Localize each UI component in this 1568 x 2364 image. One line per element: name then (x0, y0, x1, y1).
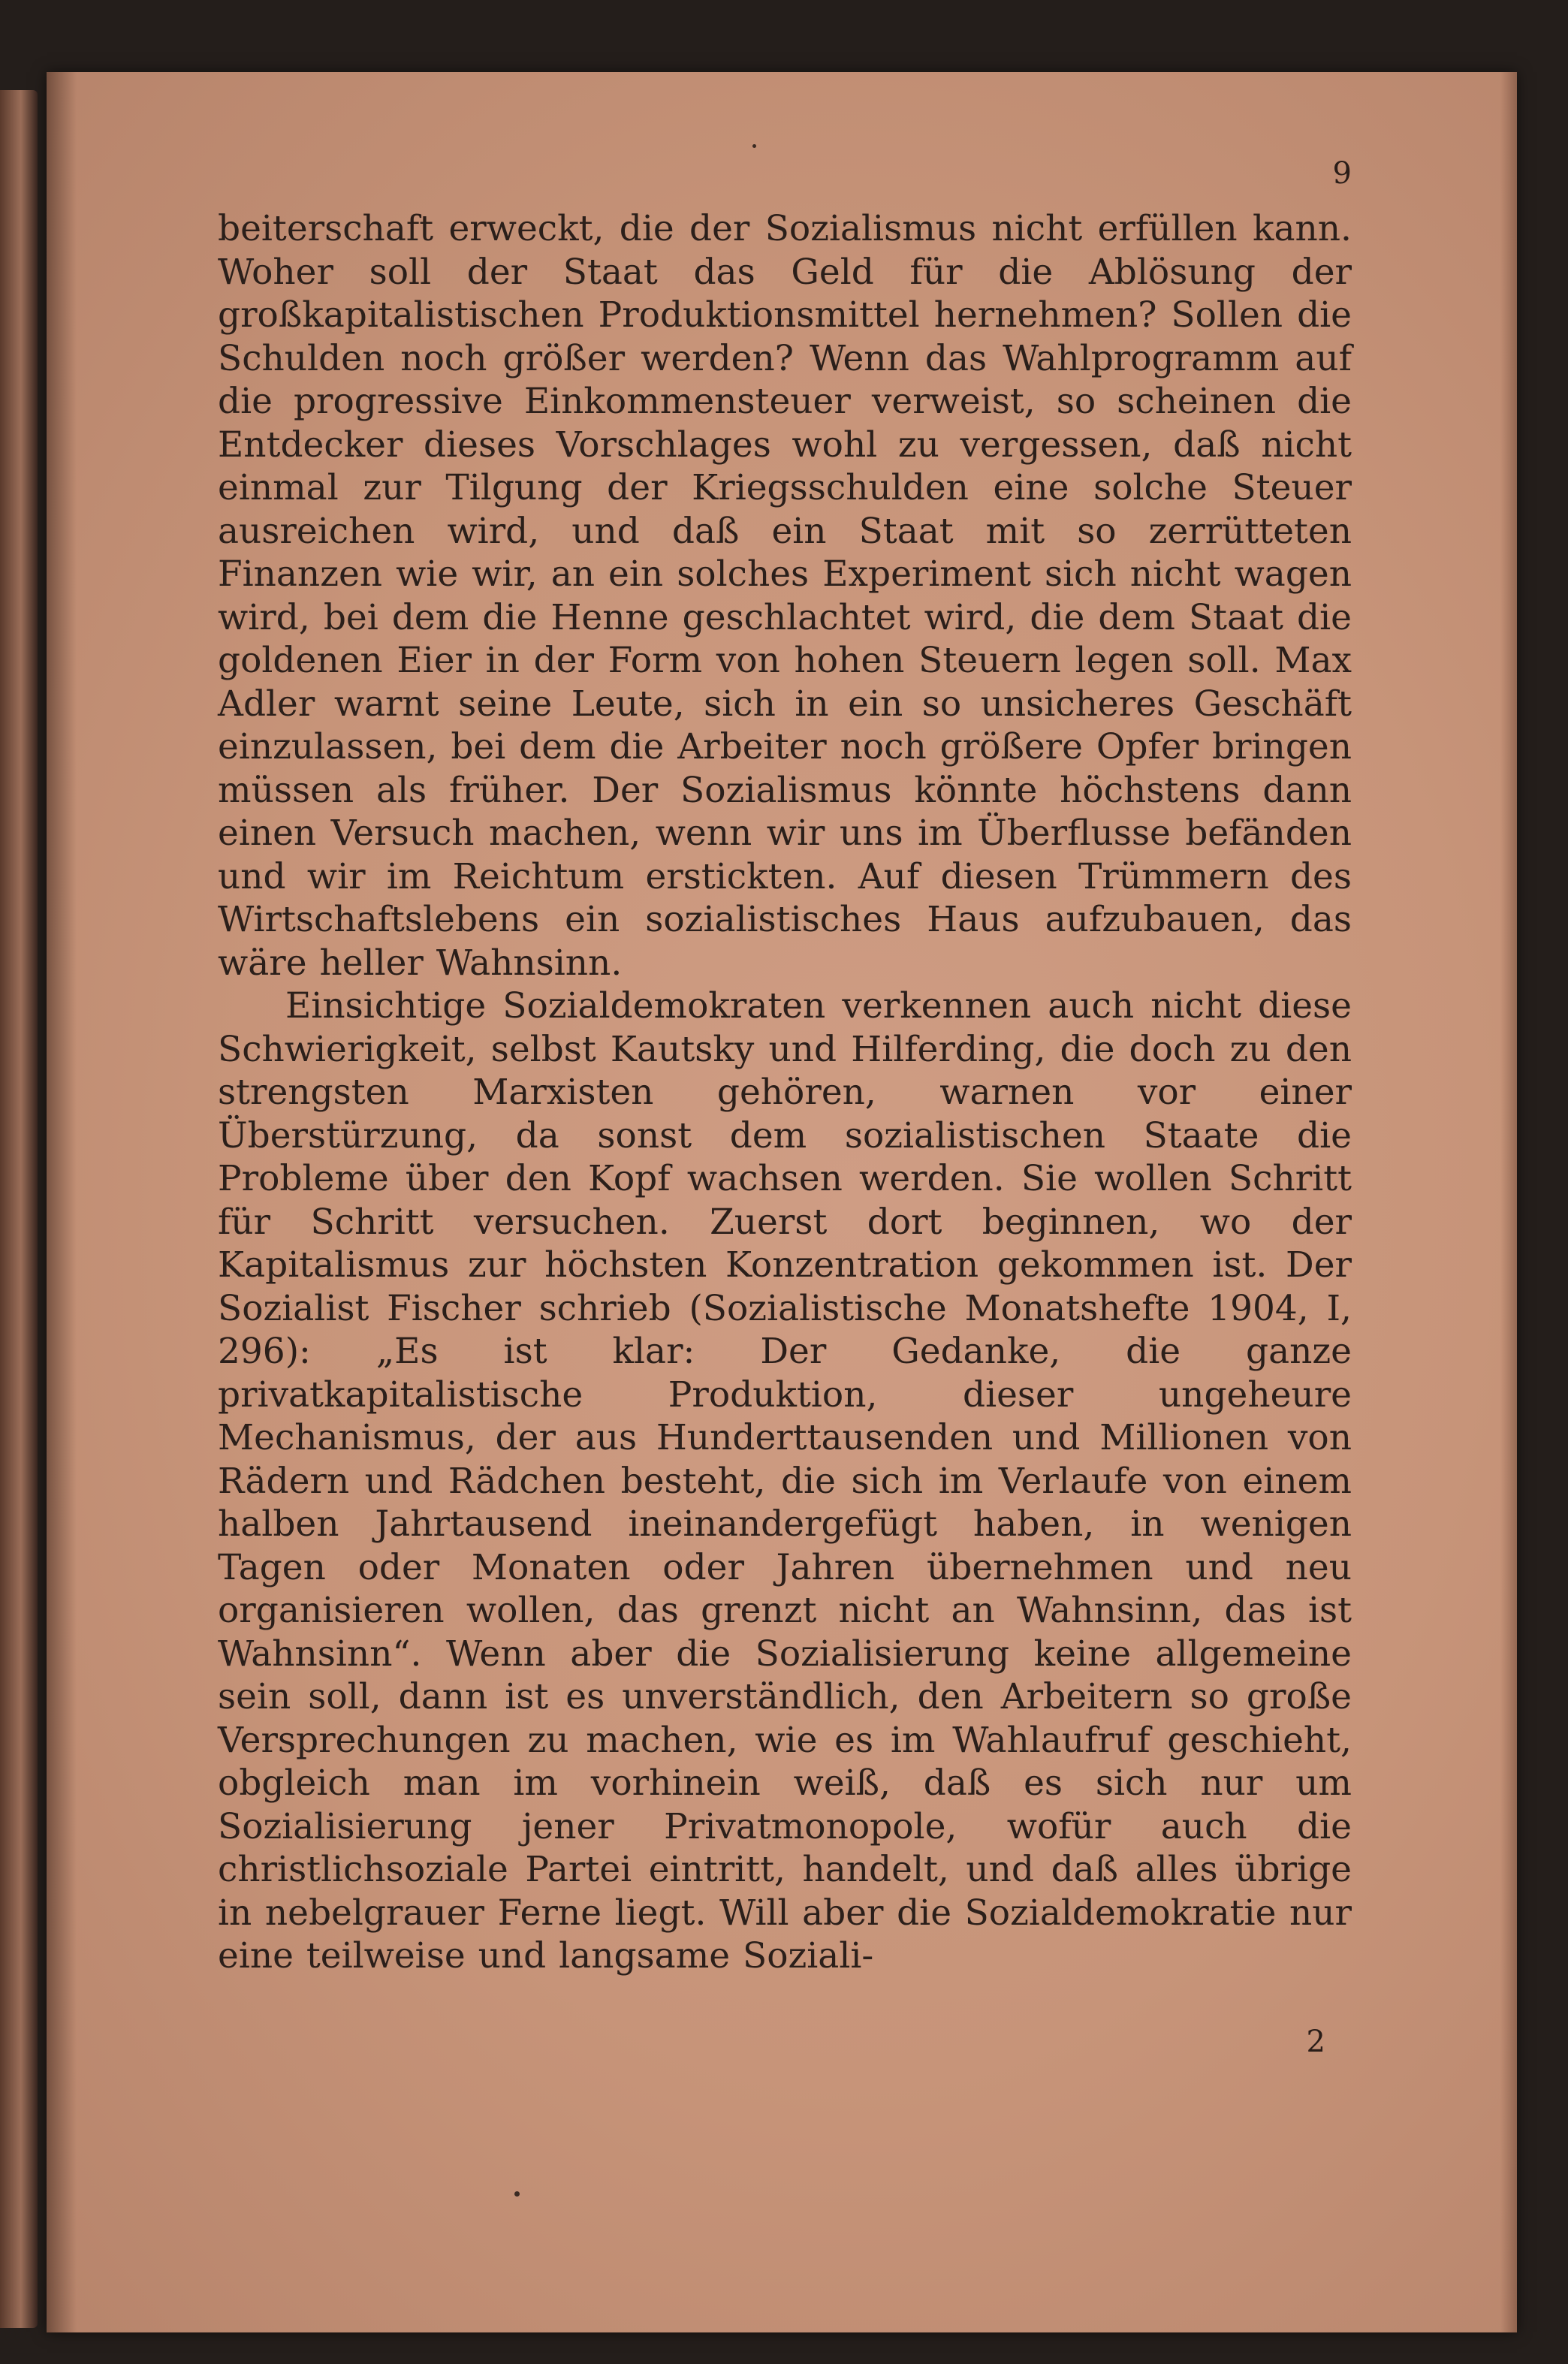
paper-speck (752, 144, 756, 148)
body-text (218, 207, 1352, 1978)
gutter-shadow (47, 72, 77, 2332)
page-number: 9 (1332, 156, 1352, 191)
page-sheet (47, 72, 1517, 2332)
paragraph-1: beiterschaft erweckt, die der Sozialismus nicht erfüllen kann. Woher soll der Staat das Geld für die Ablösung der großkapitalistischen Produktionsmittel hernehmen? Sollen die Schulden noch größer werden? Wenn das Wahlprogramm auf die progressive Einkommensteuer verweist, so scheinen die Entdecker dieses Vorschlages wohl zu vergessen, daß nicht einmal zur Tilgung der Kriegsschulden eine solche Steuer ausreichen wird, und daß ein Staat mit so zerrütteten Finanzen wie wir, an ein solches Experiment sich nicht wagen wird, bei dem die Henne geschlachtet wird, die dem Staat die goldenen Eier in der Form von hohen Steuern legen soll. Max Adler warnt seine Leute, sich in ein so unsicheres Geschäft einzulassen, bei dem die Arbeiter noch größere Opfer bringen müssen als früher. Der Sozialismus könnte höchstens dann einen Versuch machen, wenn wir uns im Überflusse befänden und wir im Reichtum erstickten. Auf diesen Trümmern des Wirtschaftslebens ein sozialistisches Haus aufzubauen, das wäre heller Wahnsinn. (218, 208, 1352, 984)
printer-signature-mark: 2 (1306, 2025, 1325, 2059)
page-edge-shadow (1500, 72, 1517, 2332)
previous-page-edge (0, 90, 38, 2328)
paragraph-2: Einsichtige Sozialdemokraten verkennen auch nicht diese Schwierigkeit, selbst Kautsky und Hilferding, die doch zu den strengsten Marxisten gehören, warnen vor einer Überstürzung, da sonst dem sozialistischen Staate die Probleme über den Kopf wachsen werden. Sie wollen Schritt für Schritt versuchen. Zuerst dort beginnen, wo der Kapitalismus zur höchsten Konzentration gekommen ist. Der Sozialist Fischer schrieb (Sozialistische Monatshefte 1904, I, 296): „Es ist klar: Der Gedanke, die ganze privatkapitalistische Produktion, dieser ungeheure Mechanismus, der aus Hunderttausenden und Millionen von Rädern und Rädchen besteht, die sich im Verlaufe von einem halben Jahrtausend ineinandergefügt haben, in wenigen Tagen oder Monaten oder Jahren übernehmen und neu organisieren wollen, das grenzt nicht an Wahnsinn, das ist Wahnsinn“. Wenn aber die Sozialisierung keine allgemeine sein soll, dann ist es unverständlich, den Arbeitern so große Versprechungen zu machen, wie es im Wahlaufruf geschieht, obgleich man im vorhinein weiß, daß es sich nur um Sozialisierung jener Privatmonopole, wofür auch die christlichsoziale Partei eintritt, handelt, und daß alles übrige in nebelgrauer Ferne liegt. Will aber die Sozialdemokratie nur eine teilweise und langsame Soziali- (218, 985, 1352, 1977)
paper-speck (514, 2191, 520, 2197)
